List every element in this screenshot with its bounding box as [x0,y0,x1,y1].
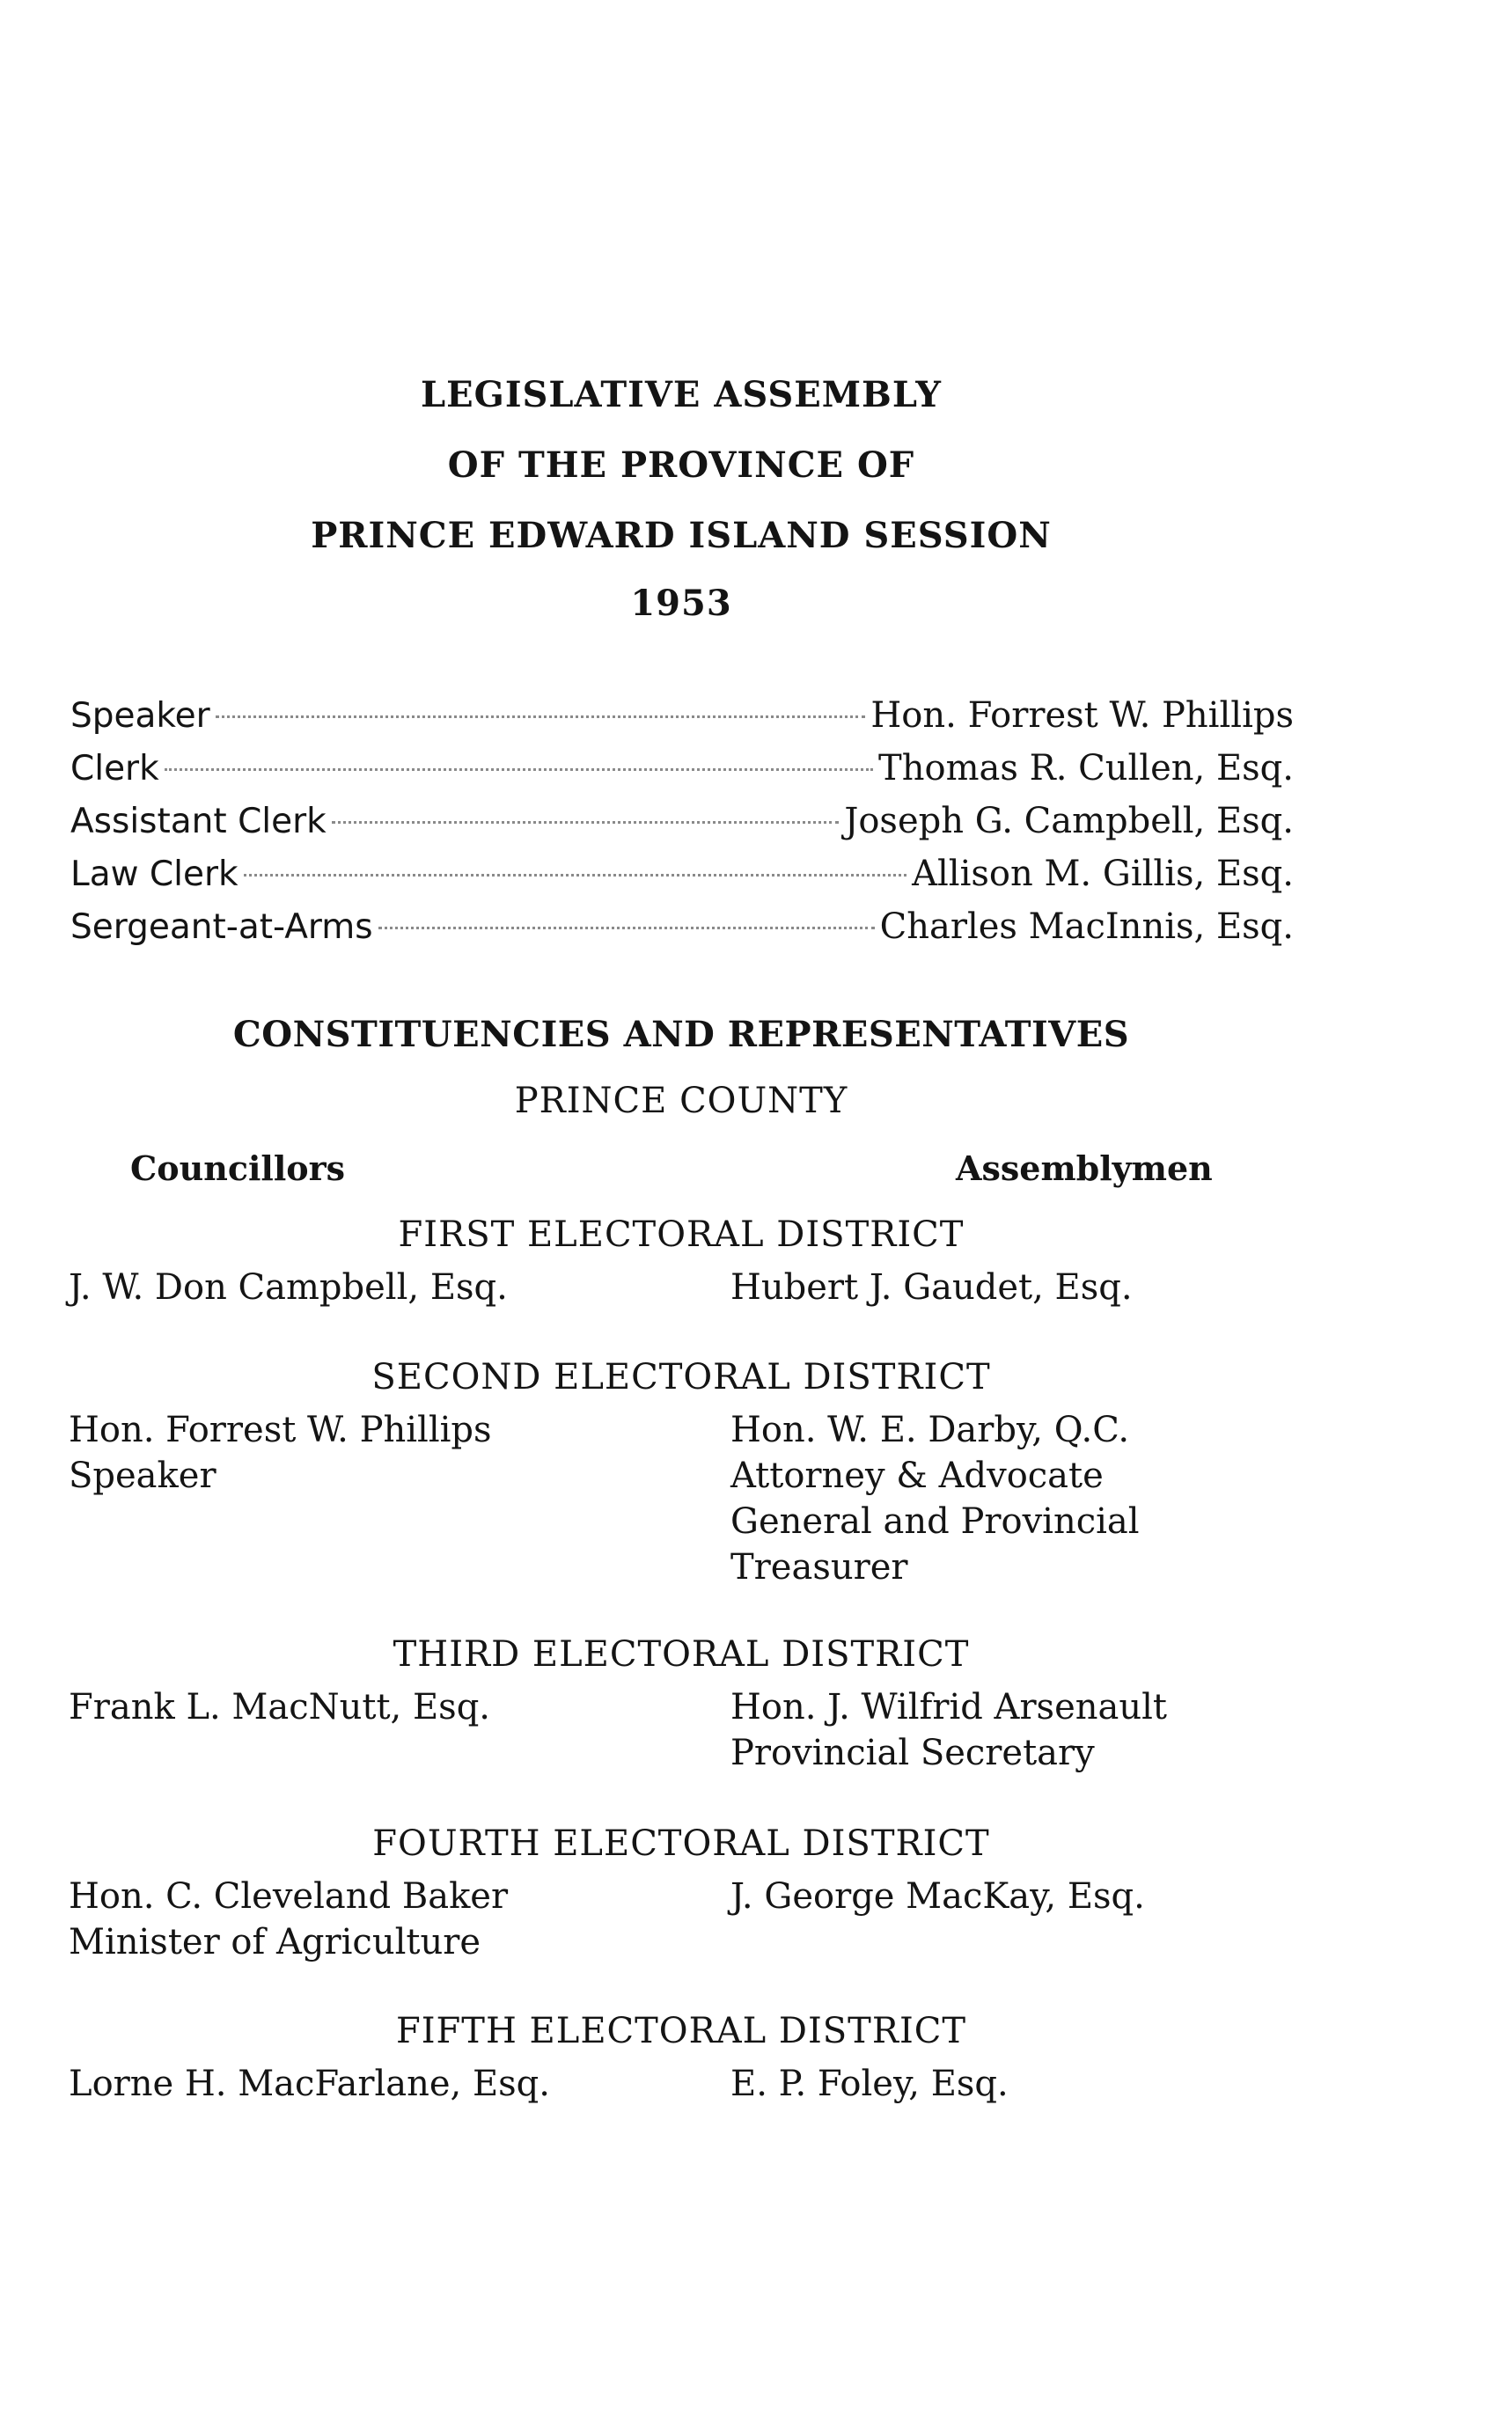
district-row [0,1922,1362,1968]
officer-name: Hon. Forrest W. Phillips [870,695,1294,736]
officer-role: Sergeant-at-Arms [70,907,373,947]
officer-name: Joseph G. Campbell, Esq. [844,801,1294,841]
district-row [0,1547,1362,1593]
assemblymen-column-heading: Assemblymen [956,1148,1213,1188]
officer-role: Law Clerk [70,855,239,894]
session-year: 1953 [630,583,732,624]
councillor-entry: J. W. Don Campbell, Esq. [69,1267,508,1308]
officer-role: Clerk [70,749,159,789]
officer-role: Assistant Clerk [70,802,327,841]
officer-name: Allison M. Gillis, Esq. [912,854,1294,894]
officer-row [70,906,1294,959]
district-block [0,1823,1362,1968]
assemblyman-entry: Hubert J. Gaudet, Esq. [730,1267,1133,1308]
officer-row [70,748,1294,801]
assemblyman-entry: Attorney & Advocate [730,1456,1104,1496]
dot-leader [244,874,907,877]
officer-name: Charles MacInnis, Esq. [879,906,1294,947]
section-heading: CONSTITUENCIES AND REPRESENTATIVES [232,1014,1130,1055]
district-row [0,1733,1362,1779]
officer-row [70,801,1294,854]
district-block [0,1357,1362,1593]
district-row [0,1876,1362,1922]
province-title: OF THE PROVINCE OF [447,444,915,486]
dot-leader [332,821,840,824]
assemblyman-entry: J. George MacKay, Esq. [730,1876,1145,1917]
district-row [0,2064,1362,2109]
councillor-entry: Frank L. MacNutt, Esq. [69,1687,491,1727]
dot-leader [216,715,866,718]
councillor-entry: Minister of Agriculture [69,1922,481,1962]
officer-role: Speaker [70,696,210,736]
officer-row [70,854,1294,906]
county-heading: PRINCE COUNTY [514,1081,848,1121]
assemblyman-entry: General and Provincial [730,1501,1140,1542]
dot-leader [165,768,873,771]
assemblyman-entry: Hon. W. E. Darby, Q.C. [730,1410,1130,1450]
assemblyman-entry: E. P. Foley, Esq. [730,2064,1009,2104]
district-row [0,1410,1362,1456]
assembly-title: LEGISLATIVE ASSEMBLY [421,374,942,415]
district-title: FOURTH ELECTORAL DISTRICT [372,1823,990,1864]
district-row [0,1267,1362,1313]
councillor-entry: Hon. C. Cleveland Baker [69,1876,509,1917]
district-row [0,1501,1362,1547]
councillor-entry: Hon. Forrest W. Phillips [69,1410,492,1450]
assemblyman-entry: Treasurer [730,1547,908,1588]
councillor-entry: Lorne H. MacFarlane, Esq. [69,2064,550,2104]
dot-leader [378,927,875,929]
district-block [0,1214,1362,1313]
district-row [0,1456,1362,1501]
district-title: FIRST ELECTORAL DISTRICT [398,1214,965,1255]
district-row [0,1687,1362,1733]
district-title: FIFTH ELECTORAL DISTRICT [395,2011,967,2051]
district-block [0,1634,1362,1779]
officers-list [70,695,1294,959]
assemblyman-entry: Hon. J. Wilfrid Arsenault [730,1687,1167,1727]
assemblyman-entry: Provincial Secretary [730,1733,1095,1773]
officer-name: Thomas R. Cullen, Esq. [878,748,1294,789]
councillors-column-heading: Councillors [130,1148,346,1188]
district-block [0,2011,1362,2109]
district-title: THIRD ELECTORAL DISTRICT [393,1634,970,1675]
session-title: PRINCE EDWARD ISLAND SESSION [311,515,1052,556]
district-title: SECOND ELECTORAL DISTRICT [371,1357,991,1397]
officer-row [70,695,1294,748]
councillor-entry: Speaker [69,1456,217,1496]
